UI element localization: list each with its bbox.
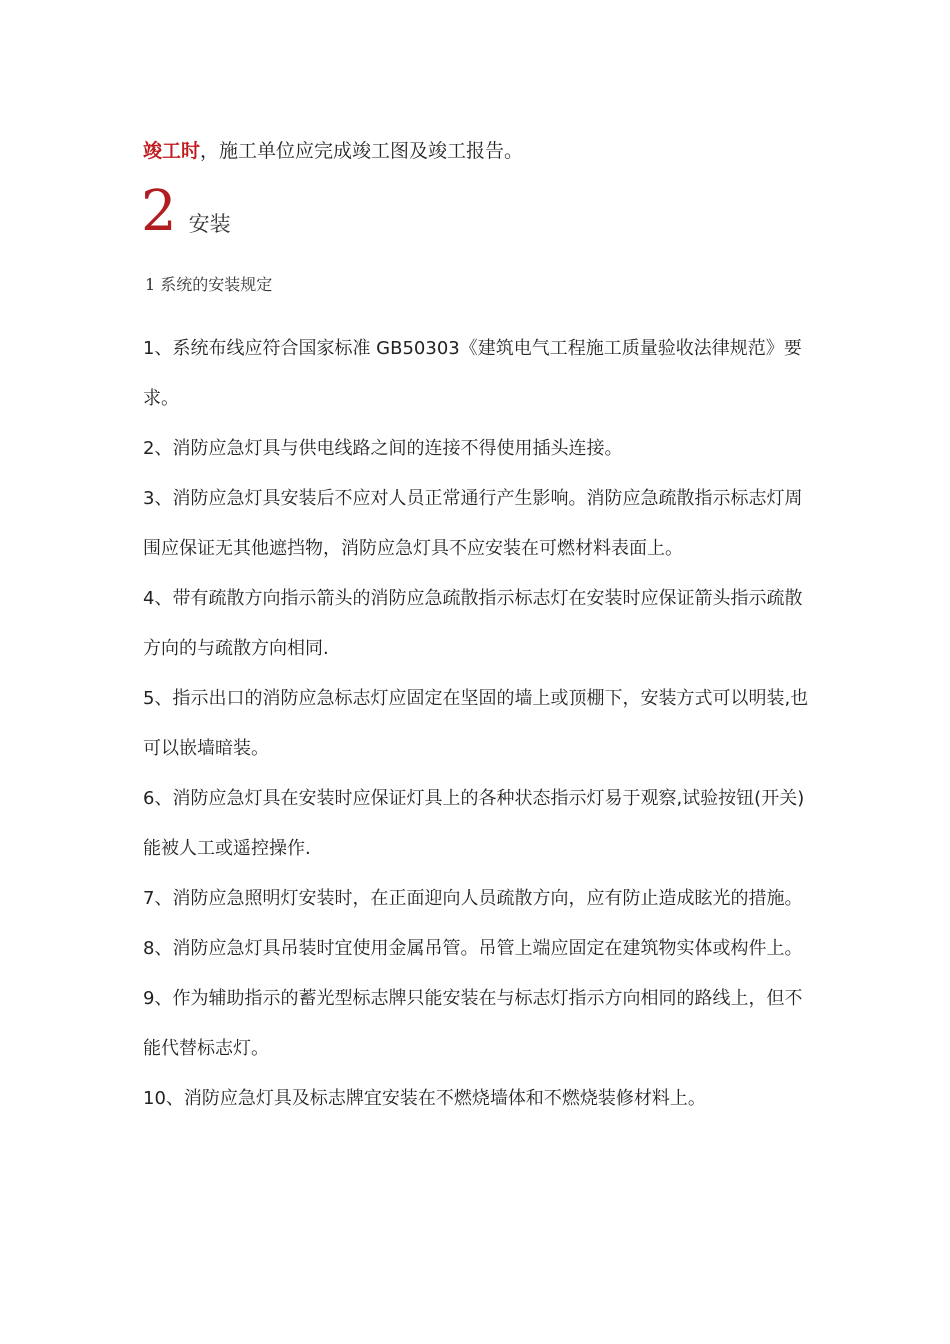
list-item: 4、带有疏散方向指示箭头的消防应急疏散指示标志灯在安装时应保证箭头指示疏散方向的与疏散方向相同.	[143, 588, 803, 659]
section-heading	[141, 180, 231, 250]
list-item: 6、消防应急灯具在安装时应保证灯具上的各种状态指示灯易于观察,试验按钮(开关)能被人工或遥控操作.	[143, 788, 805, 859]
list-item: 9、作为辅助指示的蓄光型标志牌只能安装在与标志灯指示方向相同的路线上，但不能代替标志灯。	[143, 988, 803, 1059]
subheading: 1 系统的安装规定	[145, 275, 273, 294]
section-number: 2	[141, 179, 177, 244]
list-item: 10、消防应急灯具及标志牌宜安装在不燃烧墙体和不燃烧装修材料上。	[143, 1088, 706, 1109]
list-item: 1、系统布线应符合国家标准 GB50303《建筑电气工程施工质量验收法律规范》要求。	[143, 338, 802, 409]
list-item: 5、指示出口的消防应急标志灯应固定在坚固的墙上或顶棚下，安装方式可以明装,也可以嵌墙暗装。	[143, 688, 809, 759]
list-item: 8、消防应急灯具吊装时宜使用金属吊管。吊管上端应固定在建筑物实体或构件上。	[143, 938, 803, 959]
list-item: 3、消防应急灯具安装后不应对人员正常通行产生影响。消防应急疏散指示标志灯周围应保证无其他遮挡物，消防应急灯具不应安装在可燃材料表面上。	[143, 488, 803, 559]
intro-emphasis: 竣工时	[143, 140, 201, 162]
intro-paragraph	[143, 136, 523, 166]
regulation-list	[143, 324, 811, 1124]
section-title: 安装	[188, 212, 231, 236]
intro-text: ，施工单位应完成竣工图及竣工报告。	[200, 140, 524, 162]
list-item: 7、消防应急照明灯安装时，在正面迎向人员疏散方向，应有防止造成眩光的措施。	[143, 888, 803, 909]
list-item: 2、消防应急灯具与供电线路之间的连接不得使用插头连接。	[143, 438, 623, 459]
